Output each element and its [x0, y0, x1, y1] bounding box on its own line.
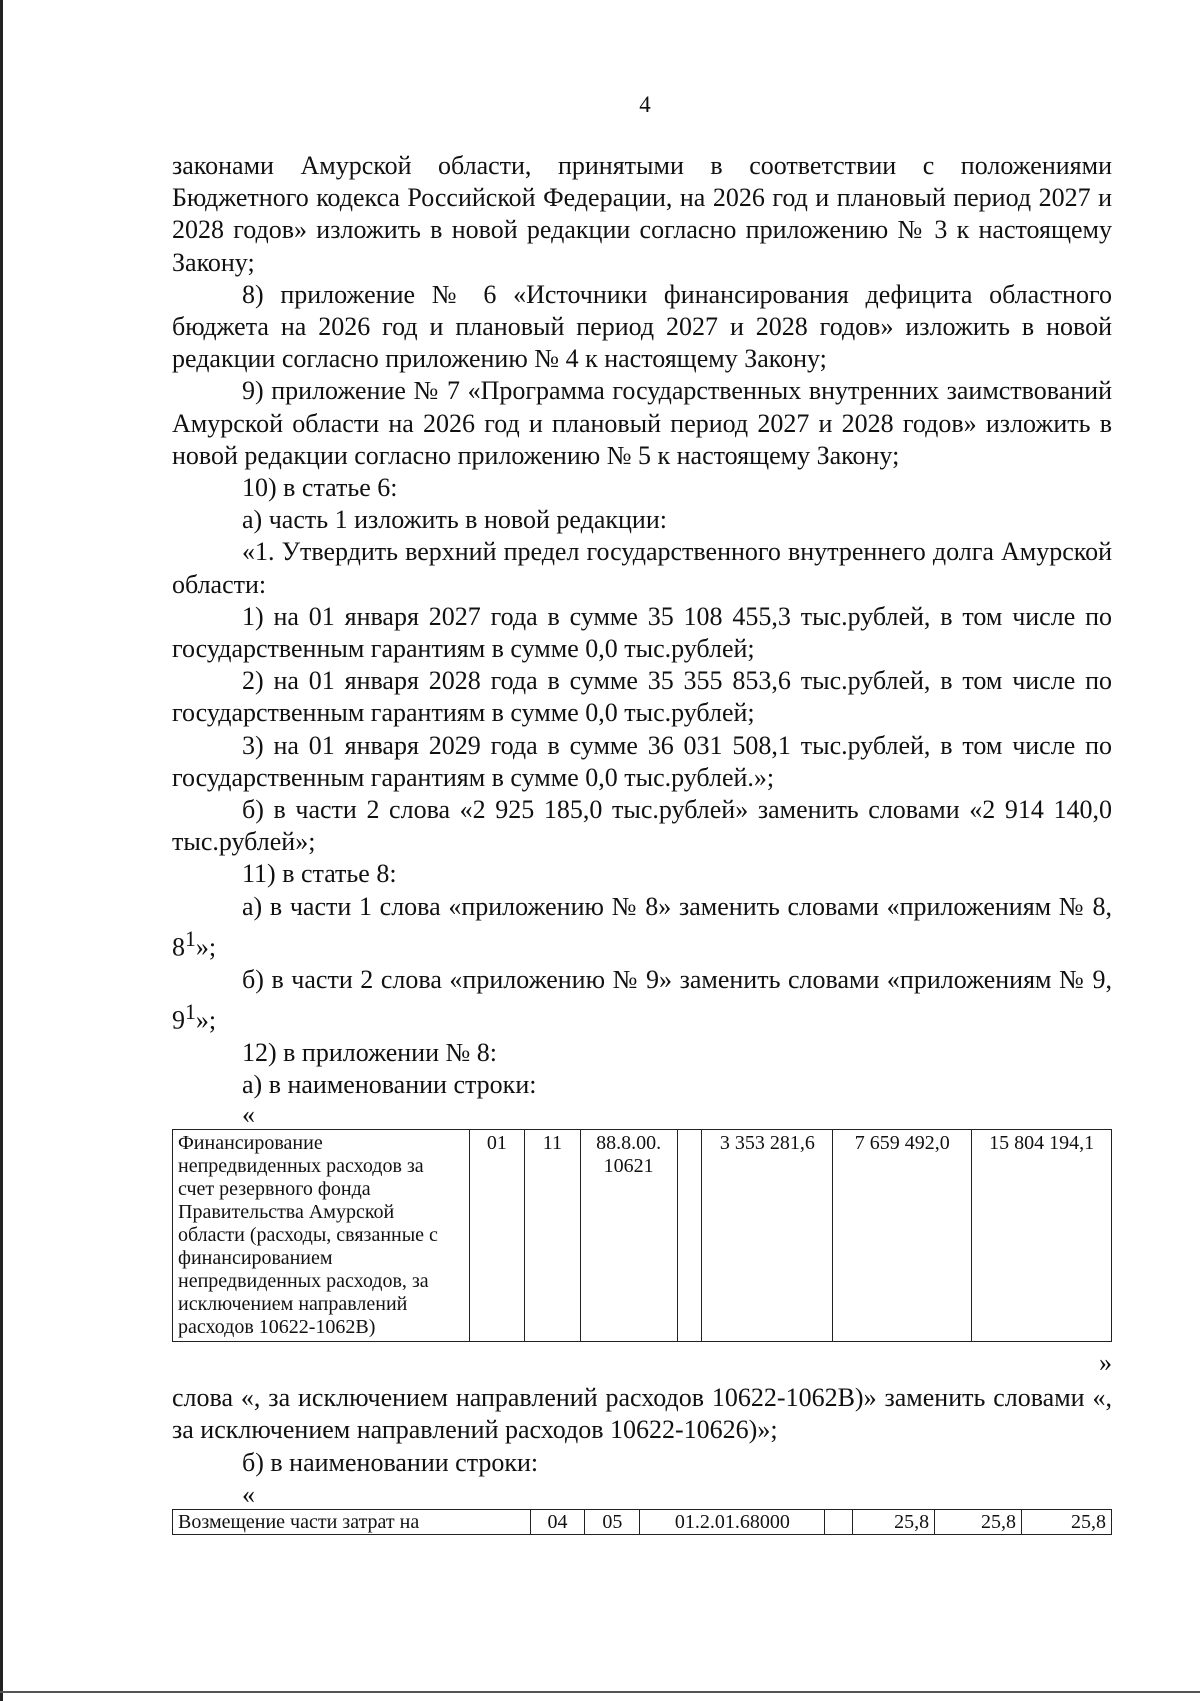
budget-table-2: [172, 1509, 1112, 1535]
cell-subsection: 05: [585, 1509, 640, 1534]
paragraph: слова «, за исключением направлений расходов 10622-1062В)» заменить словами «, за исключением направлений расходов 10622-10626)»;: [172, 1383, 1112, 1445]
paragraph: 10) в статье 6:: [242, 473, 398, 503]
cell-name: Возмещение части затрат на: [173, 1509, 531, 1534]
cell-amount-2028: 25,8: [1022, 1509, 1112, 1534]
paragraph: законами Амурской области, принятыми в соответствии с положениями Бюджетного кодекса Российской Федерации, на 2026 год и плановый период 2027 и 2028 годов» изложить в новой редакции согласно приложению № 3 к настоящему Закону;: [172, 151, 1112, 277]
paragraph: «1. Утвердить верхний предел государственного внутреннего долга Амурской области:: [172, 537, 1112, 599]
cell-amount-2026: 25,8: [853, 1509, 935, 1534]
budget-table-1: [172, 1129, 1112, 1342]
scan-bottom-line: [0, 1691, 1200, 1693]
page-edge-line: [0, 0, 3, 1701]
opening-quote-2: «: [242, 1479, 255, 1509]
paragraph: 9) приложение № 7 «Программа государственных внутренних заимствований Амурской области на 2026 год и плановый период 2027 и 2028 годов» изложить в новой редакции согласно приложению № 5 к настоящему Закону;: [172, 376, 1112, 470]
cell-amount-2028: 15 804 194,1: [972, 1130, 1112, 1342]
cell-amount-2027: 25,8: [935, 1509, 1022, 1534]
opening-quote-1: «: [242, 1100, 255, 1130]
cell-subsection: 11: [525, 1130, 580, 1342]
paragraph: а) часть 1 изложить в новой редакции:: [242, 505, 667, 535]
paragraphs-before-table: [172, 150, 1112, 1101]
paragraph: б) в части 2 слова «2 925 185,0 тыс.рублей» заменить словами «2 914 140,0 тыс.рублей»;: [172, 795, 1112, 857]
document-body: [172, 150, 1112, 1535]
closing-quote-1: »: [1099, 1348, 1112, 1378]
page-number: 4: [639, 92, 651, 117]
paragraph: 3) на 01 января 2029 года в сумме 36 031 508,1 тыс.рублей, в том числе по государственным гарантиям в сумме 0,0 тыс.рублей.»;: [172, 730, 1112, 792]
cell-name: Финансирование непредвиденных расходов за счет резервного фонда Правительства Амурской области (расходы, связанные с финансированием непредвиденных расходов, за исключением направлений расходов 10622-1062В): [173, 1130, 470, 1342]
paragraphs-after-table: [172, 1382, 1112, 1479]
paragraph: 8) приложение № 6 «Источники финансирования дефицита областного бюджета на 2026 год и плановый период 2027 и 2028 годов» изложить в новой редакции согласно приложению № 4 к настоящему Закону;: [172, 279, 1112, 374]
cell-expense-type: [677, 1130, 702, 1342]
paragraph: а) в наименовании строки:: [242, 1070, 537, 1099]
cell-amount-2026: 3 353 281,6: [702, 1130, 833, 1342]
table-row: [173, 1130, 1112, 1342]
cell-section: 04: [530, 1509, 585, 1534]
cell-target-article: 88.8.00. 10621: [580, 1130, 677, 1342]
cell-section: 01: [469, 1130, 524, 1342]
paragraph: 11) в статье 8:: [242, 859, 397, 889]
paragraph: а) в части 1 слова «приложению № 8» заменить словами «приложениям № 8, $8^1$»;: [172, 891, 1112, 962]
paragraph: 1) на 01 января 2027 года в сумме 35 108 455,3 тыс.рублей, в том числе по государственным гарантиям в сумме 0,0 тыс.рублей;: [172, 601, 1112, 664]
paragraph: 2) на 01 января 2028 года в сумме 35 355 853,6 тыс.рублей, в том числе по государственным гарантиям в сумме 0,0 тыс.рублей;: [172, 666, 1112, 728]
paragraph: 12) в приложении № 8:: [242, 1037, 498, 1067]
paragraph: б) в наименовании строки:: [242, 1447, 539, 1477]
paragraph: б) в части 2 слова «приложению № 9» заменить словами «приложениям № 9, $9^1$»;: [172, 964, 1112, 1035]
cell-target-article: 01.2.01.68000: [640, 1509, 825, 1534]
cell-amount-2027: 7 659 492,0: [833, 1130, 972, 1342]
cell-expense-type: [825, 1509, 853, 1534]
table-row: [173, 1509, 1112, 1534]
